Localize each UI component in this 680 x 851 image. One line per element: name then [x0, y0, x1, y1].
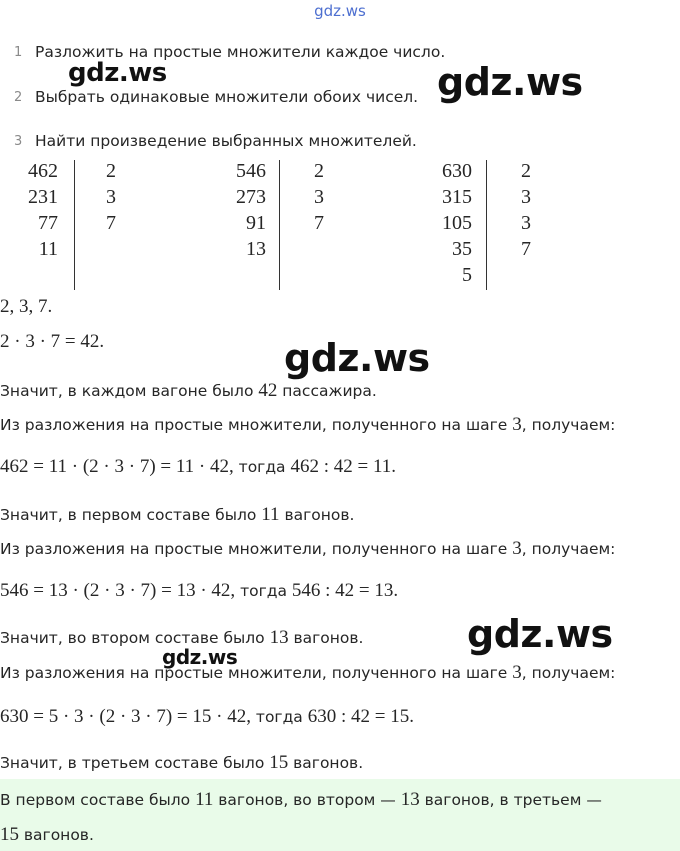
divider-line — [74, 160, 75, 290]
equation-first: 462 = 11 · (2 · 3 · 7) = 11 · 42, тогда 462 : 42 = 11. — [0, 456, 397, 477]
answer-line-2: 15 вагонов. — [0, 824, 94, 845]
watermark: gdz.ws — [437, 60, 583, 104]
derivation-intro: Из разложения на простые множители, полученного на шаге 3, получаем: — [0, 662, 616, 683]
step-text: Найти произведение выбранных множителей. — [35, 132, 417, 150]
step-number: 1 — [14, 45, 23, 60]
dividends-column: 546 273 91 13 — [236, 160, 266, 260]
step-number: 2 — [14, 90, 23, 105]
equation-second: 546 = 13 · (2 · 3 · 7) = 13 · 42, тогда 546 : 42 = 13. — [0, 580, 399, 601]
step-text: Разложить на простые множители каждое число. — [35, 43, 446, 61]
divider-line — [486, 160, 487, 290]
third-train-sentence: Значит, в третьем составе было 15 вагонов. — [0, 752, 364, 773]
dividends-column: 462 231 77 11 — [28, 160, 58, 260]
second-train-sentence: Значит, во втором составе было 13 вагонов. — [0, 627, 364, 648]
step-number: 3 — [14, 134, 23, 149]
equation-third: 630 = 5 · 3 · (2 · 3 · 7) = 15 · 42, тогда 630 : 42 = 15. — [0, 706, 414, 727]
passengers-sentence: Значит, в каждом вагоне было 42 пассажира. — [0, 380, 377, 401]
first-train-sentence: Значит, в первом составе было 11 вагонов. — [0, 504, 355, 525]
divisors-column: 2 3 3 7 — [521, 160, 531, 260]
divisors-column: 2 3 7 — [106, 160, 116, 234]
product-equation: 2 · 3 · 7 = 42. — [0, 331, 105, 352]
derivation-intro: Из разложения на простые множители, полученного на шаге 3, получаем: — [0, 414, 616, 435]
common-factors: 2, 3, 7. — [0, 296, 53, 317]
derivation-intro: Из разложения на простые множители, полученного на шаге 3, получаем: — [0, 538, 616, 559]
header-watermark: gdz.ws — [314, 2, 366, 20]
watermark: gdz.ws — [68, 58, 167, 88]
watermark: gdz.ws — [467, 612, 613, 656]
dividends-column: 630 315 105 35 5 — [442, 160, 472, 286]
watermark: gdz.ws — [162, 645, 238, 669]
watermark: gdz.ws — [284, 336, 430, 380]
divider-line — [279, 160, 280, 290]
divisors-column: 2 3 7 — [314, 160, 324, 234]
step-text: Выбрать одинаковые множители обоих чисел. — [35, 88, 419, 106]
answer-line-1: В первом составе было 11 вагонов, во втором — 13 вагонов, в третьем — — [0, 789, 602, 810]
